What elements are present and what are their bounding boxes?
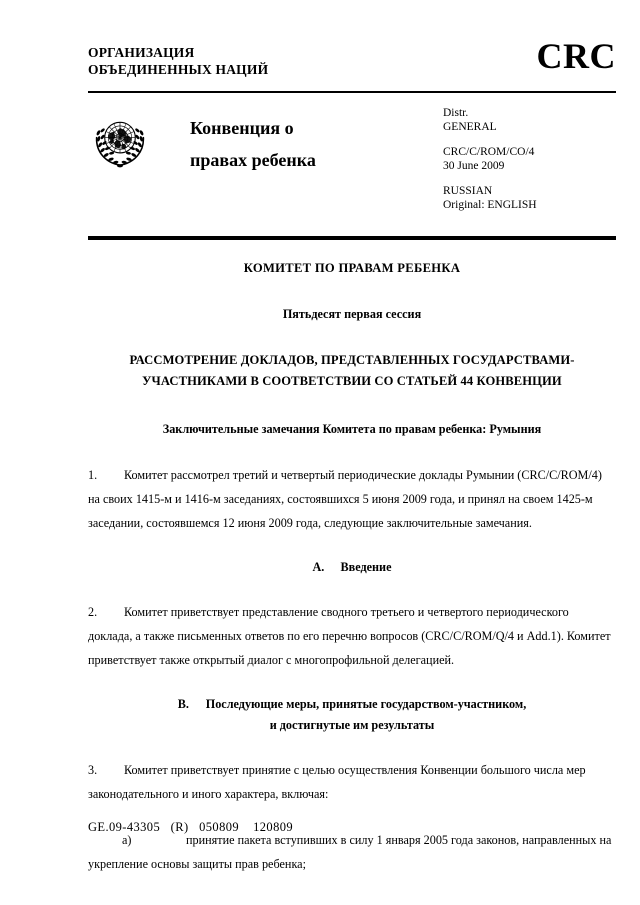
paragraph-2-text: Комитет приветствует представление сводного третьего и четвертого периодического доклада, а также письменных ответов по его перечню вопросов (CRC/C/ROM/Q/4 и Add.1). Комитет приветствует также открытый диалог с многопрофильной делегацией.: [88, 605, 611, 667]
paragraph-1-text: Комитет рассмотрел третий и четвертый периодические доклады Румынии (CRC/C/ROM/4) на своих 1415-м и 1416-м заседаниях, состоявшихся 5 июня 2009 года, и принял на своем 1425-м заседании, состоявшемся 12 июня 2009 года, следующие заключительные замечания.: [88, 468, 602, 530]
document-title-line-2: УЧАСТНИКАМИ В СООТВЕТСТВИИ СО СТАТЬЕЙ 44 КОНВЕНЦИИ: [142, 374, 562, 388]
document-date: 30 June 2009: [443, 160, 505, 172]
distribution-block: [443, 106, 640, 212]
paragraph-2-number: 2.: [88, 605, 98, 619]
document-original-language: Original: ENGLISH: [443, 199, 537, 211]
document-language: RUSSIAN: [443, 185, 493, 197]
paragraph-3: [88, 758, 616, 806]
masthead: [88, 36, 616, 78]
paragraph-1-number: 1.: [88, 468, 98, 482]
subitem-a-label: a): [122, 833, 132, 847]
session-heading: Пятьдесят первая сессия: [282, 307, 422, 321]
paragraph-3-text: Комитет приветствует принятие с целью осуществления Конвенции большого числа мер законодательного и иного характера, включая:: [88, 763, 586, 801]
convention-title: [190, 112, 440, 176]
distribution-group-symbol: [443, 145, 640, 173]
footer-job-number: GE.09-43305 (R) 050809 120809: [88, 820, 294, 834]
section-a-heading: [88, 557, 616, 578]
distribution-value: GENERAL: [443, 121, 497, 133]
section-b-heading-line-2: и достигнутые им результаты: [269, 718, 435, 732]
subitem-a: [88, 828, 616, 876]
paragraph-1: [88, 463, 616, 535]
document-title-line-1: РАССМОТРЕНИЕ ДОКЛАДОВ, ПРЕДСТАВЛЕННЫХ ГОСУДАРСТВАМИ-: [129, 353, 575, 367]
subitem-a-text: принятие пакета вступивших в силу 1 января 2005 года законов, направленных на укрепление основы защиты прав ребенка;: [88, 833, 612, 871]
document-symbol: CRC/C/ROM/CO/4: [443, 146, 535, 158]
section-b-heading-line-1: [88, 694, 616, 715]
organization-line-1: ОРГАНИЗАЦИЯ: [88, 45, 195, 60]
document-symbol-mark: CRC: [536, 36, 616, 76]
title-band: [88, 106, 616, 226]
un-emblem: [90, 110, 150, 170]
committee-heading: КОМИТЕТ ПО ПРАВАМ РЕБЕНКА: [243, 261, 461, 275]
header-divider-thick: [88, 236, 616, 240]
section-b-letter: B.: [177, 697, 189, 711]
section-a-title: Введение: [340, 560, 392, 574]
paragraph-3-number: 3.: [88, 763, 98, 777]
section-a-letter: A.: [312, 560, 325, 574]
organization-line-2: ОБЪЕДИНЕННЫХ НАЦИЙ: [88, 62, 269, 77]
header-divider-thin: [88, 91, 616, 93]
section-b-heading: [88, 694, 616, 736]
paragraph-2: [88, 600, 616, 672]
convention-title-line-1: Конвенция о: [190, 118, 294, 138]
distribution-group-distr: [443, 106, 640, 134]
document-title: [88, 350, 616, 392]
section-a-heading-line: [88, 557, 616, 578]
section-b-title-line-1: Последующие меры, принятые государством-участником,: [205, 697, 527, 711]
document-body: [88, 256, 616, 894]
distribution-label: Distr.: [443, 107, 469, 119]
distribution-group-language: [443, 184, 640, 212]
subject-heading: Заключительные замечания Комитета по правам ребенка: Румыния: [162, 422, 542, 436]
convention-title-line-2: правах ребенка: [190, 150, 316, 170]
